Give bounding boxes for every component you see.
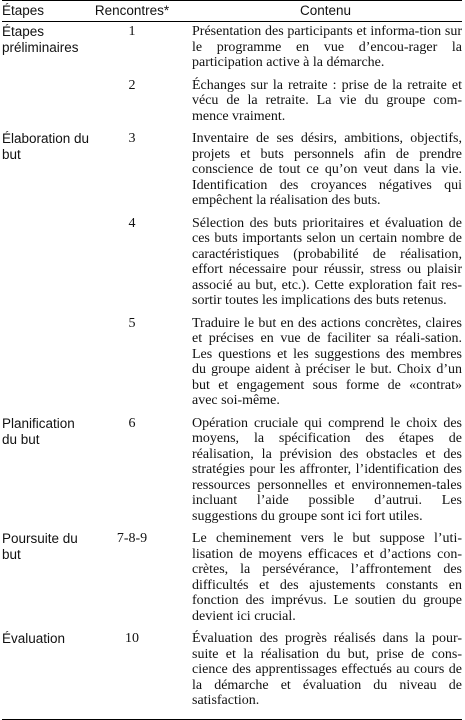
content-cell: Échanges sur la retraite : prise de la retraite et vécu de la retraite. La vie du groupe com-mence vraiment. <box>192 77 462 124</box>
meeting-cell: 4 <box>128 215 136 231</box>
stage-cell: Élaboration du but <box>2 131 90 162</box>
meeting-cell: 5 <box>128 315 136 331</box>
content-cell: Le cheminement vers le but suppose l’uti-lisation de moyens efficaces et d’actions con-crètes, la persévérance, l’affrontement des difficultés et des ajustements constants en fonction des imprévus. Le soutien du groupe devient ici crucial. <box>192 531 462 624</box>
table-row <box>2 129 462 214</box>
stage-cell: Évaluation <box>2 629 90 719</box>
stage-cell <box>2 214 90 314</box>
meeting-cell: 10 <box>90 629 192 719</box>
meeting-cell: 6 <box>128 415 136 431</box>
table-row <box>2 214 462 314</box>
stage-cell <box>2 76 90 130</box>
content-cell: Évaluation des progrès réalisés dans la pour-suite et la réalisation du but, prise de cons-cience des apprentissages effectués au cours de la démarche et évaluation du niveau de satisfaction. <box>192 629 462 719</box>
content-cell: Traduire le but en des actions concrètes, claires et précises en vue de faciliter sa réali-sation. Les questions et les suggestions des membres du groupe aident à préciser le but. Choix d’un but et engagement sous forme de «contrat» avec soi-même. <box>192 315 462 408</box>
meeting-cell: 7-8-9 <box>116 531 148 546</box>
header-stage: Étapes <box>2 1 90 22</box>
table-row <box>2 76 462 130</box>
content-cell: Opération cruciale qui comprend le choix des moyens, la spécification des étapes de réalisation, la prévision des obstacles et des stratégies pour les affronter, l’identification des ressources personnelles et environnemen-tales incluant l’aide possible d’autrui. Les suggestions du groupe sont ici fort utiles. <box>192 415 462 524</box>
table-row <box>2 414 462 530</box>
stage-cell: Étapes préliminaires <box>2 24 79 55</box>
stage-cell <box>2 314 90 414</box>
content-cell: Sélection des buts prioritaires et évaluation de ces buts importants selon un certain nombre de caractéristiques (probabilité de réalisation, effort nécessaire pour réussir, stress ou plaisir associé au but, etc.). Cette exploration fait res-sortir toutes les implications des buts retenus. <box>192 215 462 308</box>
header-content: Contenu <box>192 1 462 22</box>
meeting-cell: 1 <box>128 24 136 39</box>
meeting-cell: 2 <box>128 77 136 93</box>
stage-cell: Planification du but <box>2 415 75 447</box>
table-header-row <box>2 1 462 22</box>
header-meetings: Rencontres* <box>90 1 192 22</box>
program-table <box>2 0 462 720</box>
table-row <box>2 629 462 719</box>
table-row <box>2 529 462 629</box>
meeting-cell: 3 <box>128 131 136 146</box>
content-cell: Présentation des participants et informa-tion sur le programme en vue d’encou-rager la participation active à la démarche. <box>192 24 462 70</box>
stage-cell: Poursuite du but <box>2 531 78 562</box>
table-row <box>2 22 462 76</box>
table-row <box>2 314 462 414</box>
content-cell: Inventaire de ses désirs, ambitions, objectifs, projets et buts personnels afin de prendre conscience de tout ce qu’on veut dans la vie. Identification des croyances négatives qui empêchent la réalisation des buts. <box>192 131 462 208</box>
